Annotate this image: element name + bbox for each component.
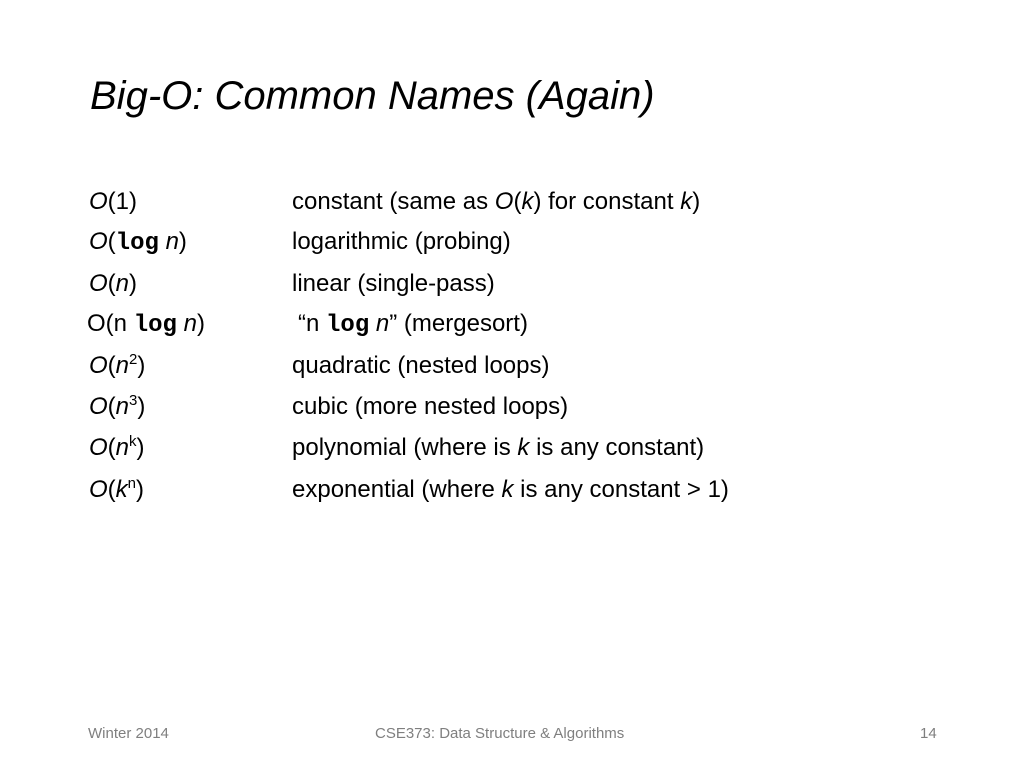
- notation-logarithmic: O(log n): [89, 228, 187, 257]
- slide-title: Big-O: Common Names (Again): [90, 74, 655, 118]
- meaning-linear: linear (single-pass): [292, 270, 495, 297]
- meaning-quadratic: quadratic (nested loops): [292, 352, 550, 379]
- meaning-linearithmic: “n log n” (mergesort): [298, 310, 528, 339]
- notation-linear: O(n): [89, 270, 138, 297]
- notation-polynomial: $O(n^k)$: [89, 433, 145, 461]
- notation-quadratic: $O(n^2)$: [89, 351, 146, 379]
- meaning-cubic: cubic (more nested loops): [292, 393, 569, 420]
- footer-date: Winter 2014: [88, 725, 169, 742]
- notation-cubic: $O(n^3)$: [89, 392, 146, 420]
- footer-course: CSE373: Data Structure & Algorithms: [375, 725, 625, 742]
- notation-linearithmic: O(n log n): [87, 310, 205, 339]
- meaning-exponential: exponential (where k is any constant > 1): [292, 476, 729, 503]
- meaning-constant: constant (same as O(k) for constant k): [292, 188, 701, 215]
- notation-exponential: $O(k^n)$: [89, 475, 145, 503]
- notation-constant: O(1): [89, 188, 138, 215]
- meaning-polynomial: polynomial (where is k is any constant): [292, 434, 705, 461]
- footer-slide-number: 14: [920, 725, 937, 742]
- meaning-logarithmic: logarithmic (probing): [292, 228, 511, 255]
